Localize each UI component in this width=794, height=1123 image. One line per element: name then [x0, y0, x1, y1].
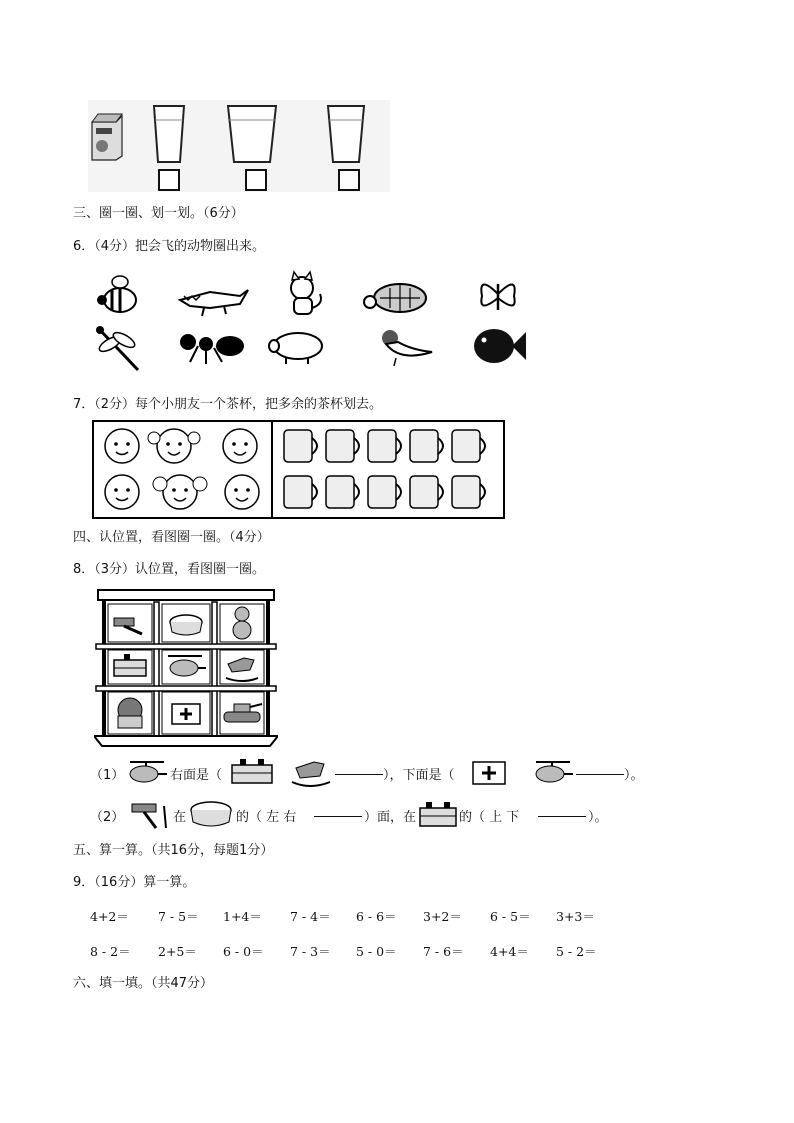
equation[interactable]: 7 - 3＝ — [290, 944, 331, 959]
q8-sub2-blank2[interactable] — [538, 806, 586, 821]
cup-medium-icon — [328, 106, 364, 162]
rocking-horse-icon — [290, 756, 332, 788]
children-cups-picture — [92, 420, 505, 519]
question-8: 8．（3分）认位置，看图圈一圈。 — [73, 562, 266, 577]
section-5-title: 五、算一算。（共16分，每题1分） — [73, 843, 274, 858]
q8-sub1-blank2[interactable] — [576, 764, 624, 779]
equation[interactable]: 7 - 4＝ — [290, 909, 331, 924]
first-aid-kit-icon — [469, 756, 509, 786]
equation[interactable]: 5 - 0＝ — [356, 944, 397, 959]
equation[interactable]: 4+2＝ — [90, 909, 129, 924]
shelf-picture — [94, 588, 278, 748]
equation[interactable]: 5 - 2＝ — [556, 944, 597, 959]
question-9: 9．（16分）算一算。 — [73, 875, 196, 890]
equation[interactable]: 8 - 2＝ — [90, 944, 131, 959]
q8-sub1-text1: 右面是（ — [170, 768, 223, 783]
q8-sub1-text2: ），下面是（ — [383, 768, 455, 783]
section-6-title: 六、填一填。（共47分） — [73, 976, 214, 991]
question-6: 6．（4分）把会飞的动物圈出来。 — [73, 239, 266, 254]
equation[interactable]: 4+4＝ — [490, 944, 529, 959]
equation[interactable]: 6 - 5＝ — [490, 909, 531, 924]
drum-icon — [187, 800, 235, 830]
dragonfly-icon — [96, 326, 138, 370]
section-3-title: 三、圈一圈、划一划。（6分） — [73, 206, 244, 221]
q8-sub1-number: （1） — [90, 768, 125, 783]
section-4-title: 四、认位置，看图圈一圈。（4分） — [73, 530, 270, 545]
equation[interactable]: 6 - 6＝ — [356, 909, 397, 924]
cup-narrow-icon — [154, 106, 184, 162]
answer-box-1[interactable] — [158, 169, 180, 191]
train-icon — [230, 757, 274, 787]
equation[interactable]: 3+3＝ — [556, 909, 595, 924]
butterfly-icon — [481, 284, 514, 310]
question-7: 7．（2分）每个小朋友一个茶杯，把多余的茶杯划去。 — [73, 397, 383, 412]
drum-icon — [170, 615, 202, 635]
q8-sub2-text4: 的（ 上 下 — [459, 810, 520, 825]
answer-box-3[interactable] — [338, 169, 360, 191]
q8-sub1-blank1[interactable] — [335, 764, 383, 779]
q8-sub1-text3: ）。 — [624, 768, 644, 783]
equation[interactable]: 7 - 5＝ — [158, 909, 199, 924]
teddy-bear-icon — [233, 607, 251, 639]
basket-icon — [118, 698, 142, 728]
bee-icon — [97, 276, 136, 312]
milk-carton-icon — [92, 114, 122, 160]
ant-icon — [180, 334, 244, 364]
helicopter-icon — [532, 756, 574, 786]
first-aid-kit-icon — [172, 704, 200, 724]
equation[interactable]: 1+4＝ — [223, 909, 262, 924]
q8-sub2-blank1[interactable] — [314, 806, 362, 821]
cup-wide-icon — [228, 106, 276, 162]
equation[interactable]: 7 - 6＝ — [423, 944, 464, 959]
animals-picture — [88, 268, 526, 380]
q8-sub2-text1: 在 — [173, 810, 187, 825]
crocodile-icon — [180, 290, 248, 316]
helicopter-icon — [126, 756, 168, 786]
q8-sub2-number: （2） — [90, 810, 125, 825]
equation[interactable]: 3+2＝ — [423, 909, 462, 924]
train-icon — [418, 798, 458, 830]
q8-sub2-text5: ）。 — [588, 810, 608, 825]
q8-sub2-text2: 的（ 左 右 — [236, 810, 297, 825]
q8-sub2-text3: ）面，在 — [364, 810, 417, 825]
answer-box-2[interactable] — [245, 169, 267, 191]
turtle-icon — [364, 284, 426, 312]
fish-icon — [474, 329, 526, 363]
cat-icon — [291, 272, 321, 314]
equation[interactable]: 2+5＝ — [158, 944, 197, 959]
equation[interactable]: 6 - 0＝ — [223, 944, 264, 959]
pig-icon — [269, 333, 322, 364]
bird-icon — [382, 330, 432, 366]
hammer-icon — [128, 800, 172, 830]
